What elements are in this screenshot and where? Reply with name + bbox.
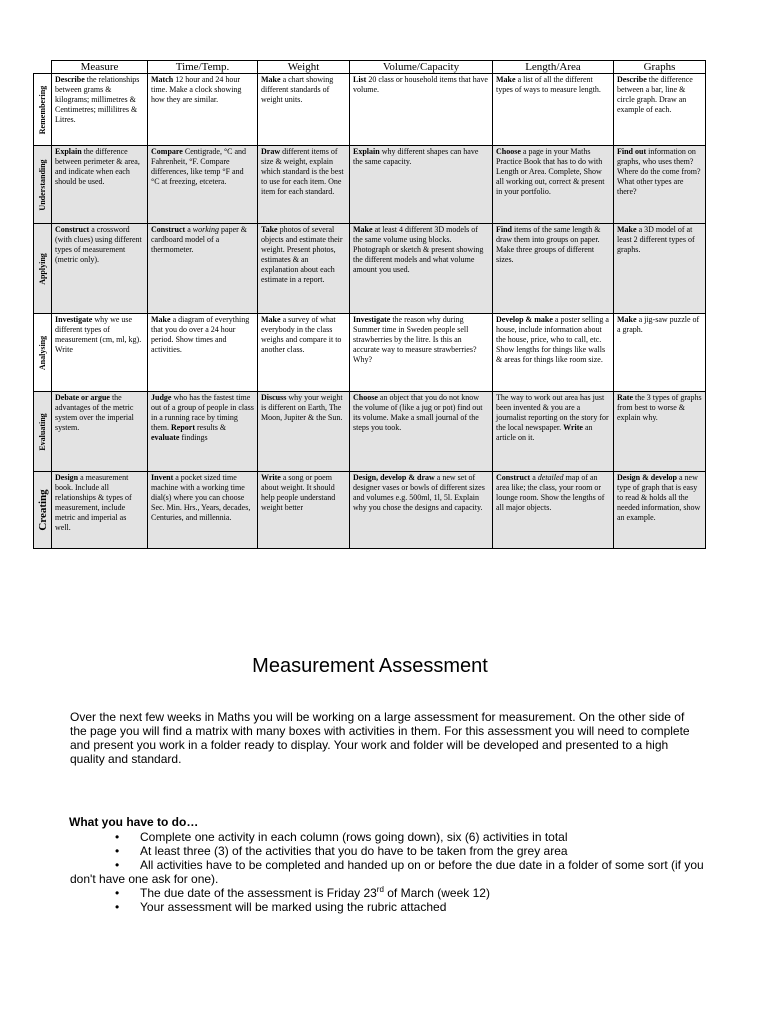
activity-verb: Design bbox=[55, 473, 79, 482]
activity-cell bbox=[148, 472, 258, 549]
activity-text: why we use different types of measurement (cm, ml, kg). Write bbox=[55, 315, 142, 354]
activity-verb: Investigate bbox=[353, 315, 391, 324]
activity-verb: Write bbox=[261, 473, 281, 482]
activity-cell bbox=[493, 392, 614, 472]
activity-text: a jig-saw puzzle of a graph. bbox=[617, 315, 700, 334]
level-label-cell bbox=[34, 224, 52, 314]
list-item bbox=[70, 886, 710, 900]
activity-text: a measurement book. Include all relationships & types of measurement, include metric and imperial as well. bbox=[55, 473, 132, 532]
activity-verb: Find out bbox=[617, 147, 647, 156]
activity-text: the difference between a bar, line & circle graph. Draw an example of each. bbox=[617, 75, 693, 114]
activity-text: the 3 types of graphs from best to worse & explain why. bbox=[617, 393, 702, 422]
activity-cell bbox=[258, 146, 350, 224]
activity-verb: Find bbox=[496, 225, 513, 234]
col-header-weight: Weight bbox=[258, 61, 350, 74]
level-label: Evaluating bbox=[37, 412, 47, 451]
activity-verb: Explain bbox=[55, 147, 82, 156]
list-item-text: Complete one activity in each column (rows going down), six (6) activities in total bbox=[140, 830, 568, 844]
activity-cell bbox=[258, 472, 350, 549]
activity-text: a chart showing different standards of weight units. bbox=[261, 75, 334, 104]
activity-cell bbox=[493, 224, 614, 314]
matrix-header-row bbox=[34, 61, 706, 74]
list-item bbox=[70, 830, 710, 844]
col-header-measure: Measure bbox=[52, 61, 148, 74]
activity-cell bbox=[350, 224, 493, 314]
level-label-cell bbox=[34, 472, 52, 549]
what-to-do-heading: What you have to do… bbox=[69, 815, 199, 829]
activity-text: findings bbox=[179, 433, 208, 442]
activity-cell bbox=[350, 472, 493, 549]
due-date-post: of March (week 12) bbox=[383, 886, 490, 900]
activity-verb: Debate or argue bbox=[55, 393, 110, 402]
activity-text: why your weight is different on Earth, The Moon, Jupiter & the Sun. bbox=[261, 393, 343, 422]
list-item bbox=[70, 858, 710, 886]
activity-cell bbox=[258, 392, 350, 472]
activity-text: a bbox=[185, 225, 193, 234]
activity-text: results & bbox=[195, 423, 227, 432]
activity-verb: Write bbox=[563, 423, 583, 432]
activity-text: a survey of what everybody in the class weighs and compare it to another class. bbox=[261, 315, 342, 354]
activity-cell bbox=[493, 314, 614, 392]
activity-verb: Rate bbox=[617, 393, 633, 402]
activity-cell bbox=[148, 314, 258, 392]
activity-cell bbox=[614, 314, 706, 392]
activity-verb: Make bbox=[353, 225, 373, 234]
activity-text: a new set of designer vases or bowls of different sizes and volumes e.g. 500ml, 1l, 5l. Explain why you chose the designs and capacity. bbox=[353, 473, 485, 512]
level-label: Creating bbox=[36, 489, 49, 531]
activity-verb: Design, develop & draw bbox=[353, 473, 435, 482]
activity-text: a new type of graph that is easy to read & holds all the needed information, show an example. bbox=[617, 473, 701, 522]
activity-cell bbox=[614, 392, 706, 472]
activity-verb: Make bbox=[151, 315, 171, 324]
due-date-pre: The due date of the assessment is Friday 23 bbox=[140, 886, 377, 900]
activity-verb: Compare bbox=[151, 147, 183, 156]
activity-text: the difference between perimeter & area, and indicate when each should be used. bbox=[55, 147, 140, 186]
activity-text: 12 hour and 24 hour time. Make a clock showing how they are similar. bbox=[151, 75, 242, 104]
level-label-cell bbox=[34, 146, 52, 224]
activity-cell bbox=[614, 146, 706, 224]
activity-cell bbox=[493, 74, 614, 146]
activity-verb: Explain bbox=[353, 147, 380, 156]
activity-cell bbox=[148, 146, 258, 224]
activity-verb: Draw bbox=[261, 147, 281, 156]
activity-text: a pocket sized time machine with a working time dial(s) where you can choose Sec. Min. Hrs., Years, decades, Centuries, and millennia. bbox=[151, 473, 251, 522]
activity-cell bbox=[614, 472, 706, 549]
activity-cell bbox=[148, 74, 258, 146]
activity-verb: Investigate bbox=[55, 315, 93, 324]
col-header-time-temp: Time/Temp. bbox=[148, 61, 258, 74]
activity-verb: Choose bbox=[353, 393, 378, 402]
activity-verb: Invent bbox=[151, 473, 174, 482]
col-header-graphs: Graphs bbox=[614, 61, 706, 74]
activity-text: different items of size & weight, explain which standard is the best to use for each item. One item for each standard. bbox=[261, 147, 344, 196]
col-header-volume-capacity: Volume/Capacity bbox=[350, 61, 493, 74]
due-date-text bbox=[140, 886, 490, 900]
activity-cell bbox=[350, 146, 493, 224]
matrix-corner bbox=[34, 61, 52, 74]
activity-verb: Make bbox=[617, 315, 637, 324]
activity-text: the reason why during Summer time in Sweden people sell strawberries by the litre. Is this an accurate way to measure strawberries? Why? bbox=[353, 315, 477, 364]
list-item bbox=[70, 900, 710, 914]
activity-text: at least 4 different 3D models of the same volume using blocks. Photograph or sketch & present showing the different models and what volume amount you used. bbox=[353, 225, 484, 274]
activity-cell bbox=[614, 224, 706, 314]
bullet-icon: • bbox=[115, 858, 120, 872]
activity-text: paper & cardboard model of a thermometer. bbox=[151, 225, 248, 254]
activity-text: a page in your Maths Practice Book that has to do with Length or Area. Complete, Show all working out, correct & present in your portfolio. bbox=[496, 147, 605, 196]
activity-text: a 3D model of at least 2 different types of graphs. bbox=[617, 225, 695, 254]
activity-cell bbox=[350, 74, 493, 146]
col-header-length-area: Length/Area bbox=[493, 61, 614, 74]
activity-verb: Describe bbox=[55, 75, 85, 84]
activity-text: a list of all the different types of ways to measure length. bbox=[496, 75, 601, 94]
bullet-icon: • bbox=[115, 886, 120, 900]
level-label: Understanding bbox=[37, 158, 47, 211]
list-item-text: At least three (3) of the activities that you do have to be taken from the grey area bbox=[140, 844, 568, 858]
bullet-icon: • bbox=[115, 830, 120, 844]
activity-cell bbox=[52, 74, 148, 146]
activity-cell bbox=[52, 314, 148, 392]
activity-text: Centigrade, °C and Fahrenheit, °F. Compare differences, like temp °F and °C at freezing, etcetera. bbox=[151, 147, 247, 186]
activity-cell bbox=[493, 146, 614, 224]
activity-verb: Make bbox=[261, 315, 281, 324]
level-label: Analysing bbox=[37, 335, 47, 370]
activity-verb: Construct bbox=[496, 473, 531, 482]
activity-text: information on graphs, who uses them? Where do the come from? What other types are there? bbox=[617, 147, 701, 196]
activity-verb: Make bbox=[261, 75, 281, 84]
activity-verb: Judge bbox=[151, 393, 172, 402]
activity-text: a song or poem about weight. It should help people understand weight better bbox=[261, 473, 336, 512]
activity-cell bbox=[52, 392, 148, 472]
activity-verb: Discuss bbox=[261, 393, 287, 402]
bullet-icon: • bbox=[115, 900, 120, 914]
activity-verb: evaluate bbox=[151, 433, 180, 442]
matrix-row-applying bbox=[34, 224, 706, 314]
matrix-row-evaluating bbox=[34, 392, 706, 472]
level-label: Remembering bbox=[37, 85, 47, 134]
list-item-text: Your assessment will be marked using the rubric attached bbox=[140, 900, 447, 914]
activity-verb: Make bbox=[617, 225, 637, 234]
activity-text: map of an area like; the class, your room or lounge room. Show the lengths of all major objects. bbox=[496, 473, 605, 512]
activity-verb: List bbox=[353, 75, 367, 84]
matrix-row-understanding bbox=[34, 146, 706, 224]
activity-text: an object that you do not know the volume of (like a jug or pot) find out its volume. Make a small journal of the steps you took. bbox=[353, 393, 483, 432]
activity-cell bbox=[350, 314, 493, 392]
activity-verb: Construct bbox=[55, 225, 90, 234]
activity-cell bbox=[148, 392, 258, 472]
page-title: Measurement Assessment bbox=[252, 655, 488, 677]
level-label: Applying bbox=[37, 252, 47, 285]
activity-cell bbox=[52, 224, 148, 314]
activity-emphasis: working bbox=[192, 225, 220, 234]
list-item bbox=[70, 844, 710, 858]
activity-cell bbox=[493, 472, 614, 549]
activity-text: the relationships between grams & kilograms; millimetres & Centimetres; millilitres & Litres. bbox=[55, 75, 140, 124]
activity-cell bbox=[614, 74, 706, 146]
matrix-body bbox=[34, 74, 706, 549]
activity-text: why different shapes can have the same capacity. bbox=[353, 147, 479, 166]
bullet-icon: • bbox=[115, 844, 120, 858]
activity-verb: Construct bbox=[151, 225, 186, 234]
intro-paragraph: Over the next few weeks in Maths you will be working on a large assessment for measurement. On the other side of the page you will find a matrix with many boxes with activities in them. For this assessment you will need to complete and present you work in a folder ready to display. Your work and folder will be developed and presented to a high quality and standard. bbox=[70, 710, 690, 766]
activity-cell bbox=[148, 224, 258, 314]
activity-text: who has the fastest time out of a group of people in class in a running race by timing them. bbox=[151, 393, 254, 432]
activity-text: a poster selling a house, include information about the house, price, who to call, etc. Show lengths for things like walls & areas for things like room size. bbox=[496, 315, 609, 364]
activity-text: items of the same length & draw them into groups on paper. Make three groups of different sizes. bbox=[496, 225, 601, 264]
activity-verb: Choose bbox=[496, 147, 521, 156]
due-date-sup: rd bbox=[376, 885, 384, 894]
level-label-cell bbox=[34, 392, 52, 472]
matrix-row-analysing bbox=[34, 314, 706, 392]
activity-verb: Design & develop bbox=[617, 473, 677, 482]
activity-emphasis: detailed bbox=[537, 473, 564, 482]
activity-verb: Describe bbox=[617, 75, 647, 84]
activity-verb: Report bbox=[171, 423, 195, 432]
activity-text: the advantages of the metric system over the imperial system. bbox=[55, 393, 134, 432]
activity-cell bbox=[258, 224, 350, 314]
activity-text: 20 class or household items that have volume. bbox=[353, 75, 488, 94]
activity-text: a bbox=[530, 473, 538, 482]
activity-matrix bbox=[33, 60, 706, 549]
matrix-row-remembering bbox=[34, 74, 706, 146]
activity-cell bbox=[258, 314, 350, 392]
activity-text: The way to work out area has just been invented & you are a journalist reporting on the story for the local newspaper. bbox=[496, 393, 609, 432]
activity-cell bbox=[258, 74, 350, 146]
matrix-row-creating bbox=[34, 472, 706, 549]
activity-verb: Make bbox=[496, 75, 516, 84]
activity-verb: Match bbox=[151, 75, 174, 84]
activity-cell bbox=[52, 472, 148, 549]
activity-text: photos of several objects and estimate their weight. Present photos, estimates & an explanation about each estimate in a report. bbox=[261, 225, 343, 284]
instructions-list bbox=[70, 830, 710, 914]
activity-verb: Take bbox=[261, 225, 278, 234]
level-label-cell bbox=[34, 74, 52, 146]
activity-verb: Develop & make bbox=[496, 315, 553, 324]
activity-text: a crossword (with clues) using different types of measurement (metric only). bbox=[55, 225, 142, 264]
activity-cell bbox=[52, 146, 148, 224]
activity-text: an article on it. bbox=[496, 423, 593, 442]
activity-cell bbox=[350, 392, 493, 472]
level-label-cell bbox=[34, 314, 52, 392]
list-item-text: All activities have to be completed and handed up on or before the due date in a folder of some sort (if you don't have one ask for one). bbox=[70, 858, 704, 886]
activity-text: a diagram of everything that you do over a 24 hour period. Show times and activities. bbox=[151, 315, 250, 354]
